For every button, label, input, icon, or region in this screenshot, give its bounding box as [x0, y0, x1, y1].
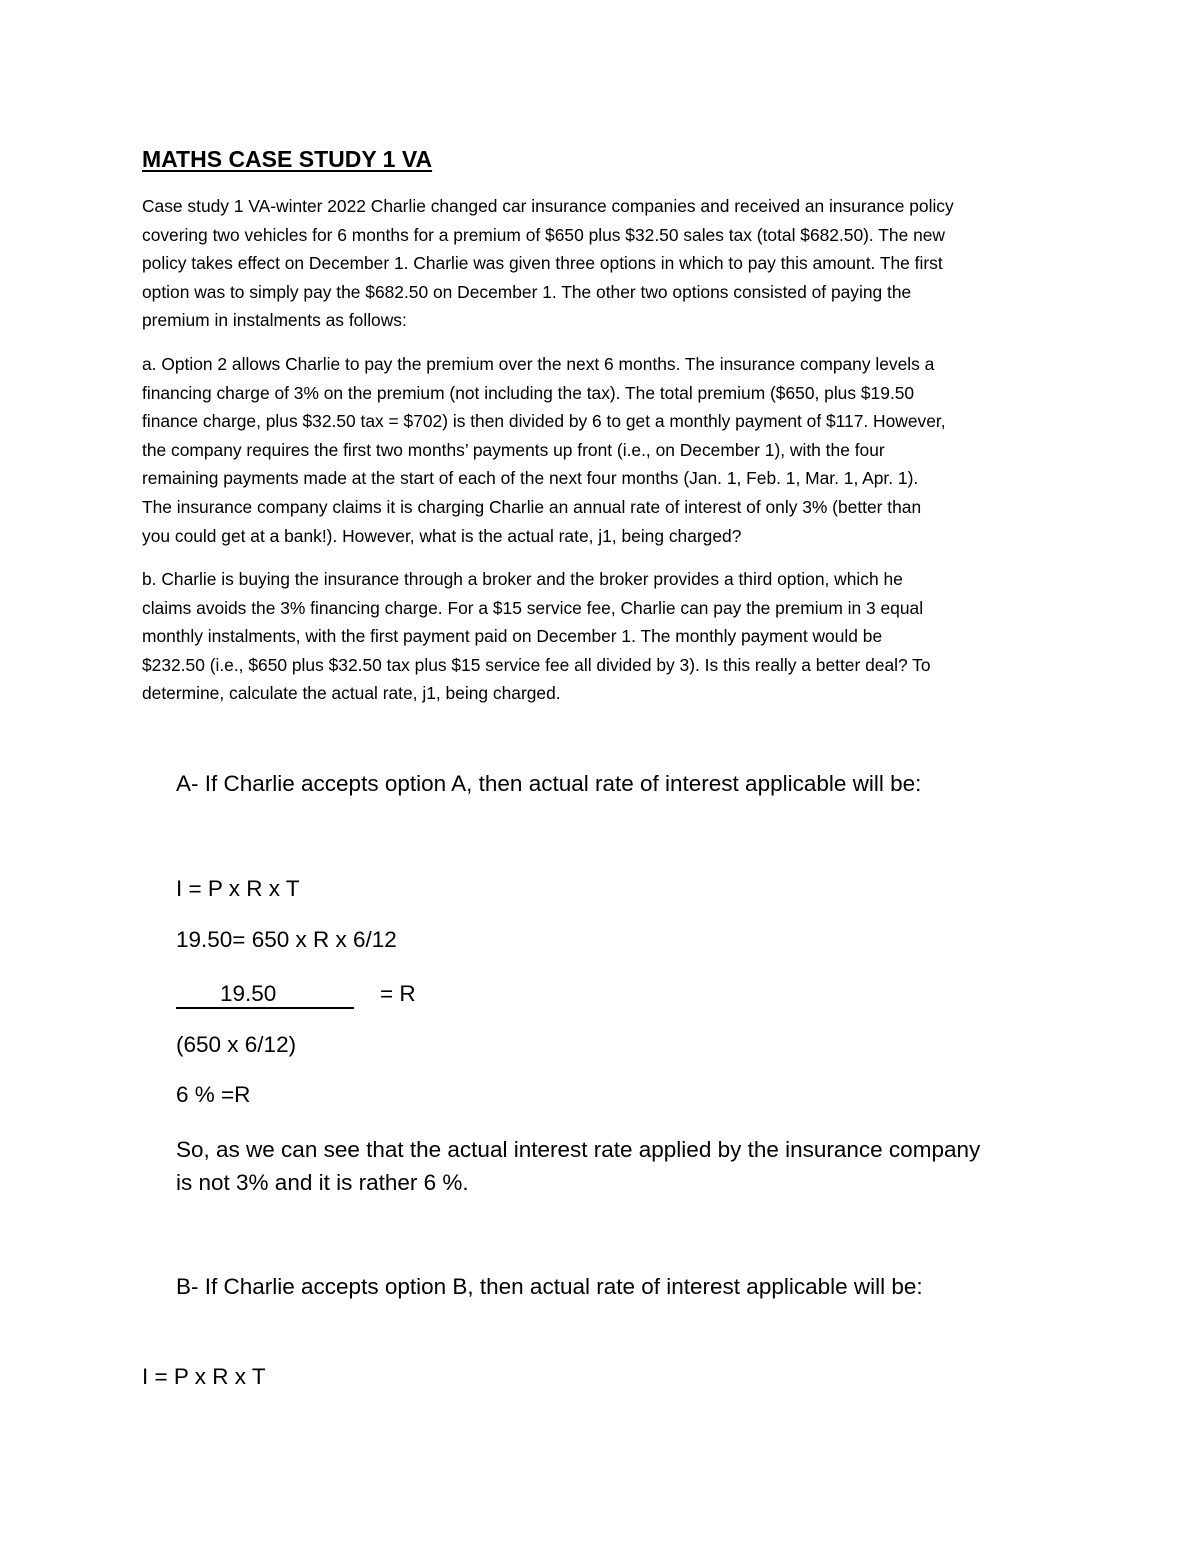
- intro-line: premium in instalments as follows:: [142, 310, 407, 331]
- option-a-line: financing charge of 3% on the premium (not including the tax). The total premium ($650, plus $19.50: [142, 382, 915, 403]
- option-a-line: remaining payments made at the start of each of the next four months (Jan. 1, Feb. 1, Mar. 1, Apr. 1).: [142, 468, 919, 489]
- option-b-paragraph: [142, 565, 1072, 708]
- option-a-line: finance charge, plus $32.50 tax = $702) is then divided by 6 to get a monthly payment of $117. However,: [142, 411, 946, 432]
- option-b-line: $232.50 (i.e., $650 plus $32.50 tax plus $15 service fee all divided by 3). Is this really a better deal? To: [142, 654, 931, 675]
- intro-line: option was to simply pay the $682.50 on December 1. The other two options consisted of paying the: [142, 281, 912, 302]
- option-a-paragraph: [142, 350, 1072, 550]
- conclusion-line: is not 3% and it is rather 6 %.: [176, 1170, 469, 1195]
- answer-a-result: 6 % =R: [176, 1082, 251, 1107]
- option-a-line: The insurance company claims it is charging Charlie an annual rate of interest of only 3% (better than: [142, 496, 922, 517]
- option-b-line: monthly instalments, with the first payment paid on December 1. The monthly payment would be: [142, 626, 883, 647]
- option-a-line: a. Option 2 allows Charlie to pay the premium over the next 6 months. The insurance company levels a: [142, 354, 935, 374]
- intro-line: Case study 1 VA-winter 2022 Charlie changed car insurance companies and received an insurance policy: [142, 196, 954, 216]
- answer-a-formula: I = P x R x T: [176, 876, 300, 901]
- fraction-denominator: (650 x 6/12): [176, 1032, 297, 1057]
- option-a-line: you could get at a bank!). However, what is the actual rate, j1, being charged?: [142, 525, 742, 546]
- option-b-line: b. Charlie is buying the insurance through a broker and the broker provides a third option, which he: [142, 569, 903, 589]
- answer-b-heading: B- If Charlie accepts option B, then actual rate of interest applicable will be:: [176, 1274, 923, 1299]
- fraction-numerator: 19.50: [176, 981, 354, 1009]
- conclusion-line: So, as we can see that the actual interest rate applied by the insurance company: [176, 1137, 981, 1162]
- intro-line: policy takes effect on December 1. Charlie was given three options in which to pay this amount. The first: [142, 253, 943, 274]
- option-b-line: claims avoids the 3% financing charge. For a $15 service fee, Charlie can pay the premium in 3 equal: [142, 597, 924, 618]
- option-b-line: determine, calculate the actual rate, j1, being charged.: [142, 683, 561, 704]
- intro-paragraph: [142, 192, 1072, 335]
- answer-a-step1: 19.50= 650 x R x 6/12: [176, 927, 397, 952]
- intro-line: covering two vehicles for 6 months for a premium of $650 plus $32.50 sales tax (total $682.50). The new: [142, 224, 945, 245]
- answer-a-conclusion: [176, 1133, 1076, 1199]
- answer-a-heading: A- If Charlie accepts option A, then actual rate of interest applicable will be:: [176, 771, 922, 796]
- answer-b-formula: I = P x R x T: [142, 1364, 266, 1389]
- document-title: MATHS CASE STUDY 1 VA: [142, 146, 433, 172]
- option-a-line: the company requires the first two months’ payments up front (i.e., on December 1), with the four: [142, 439, 885, 460]
- fraction-equals: = R: [380, 981, 416, 1006]
